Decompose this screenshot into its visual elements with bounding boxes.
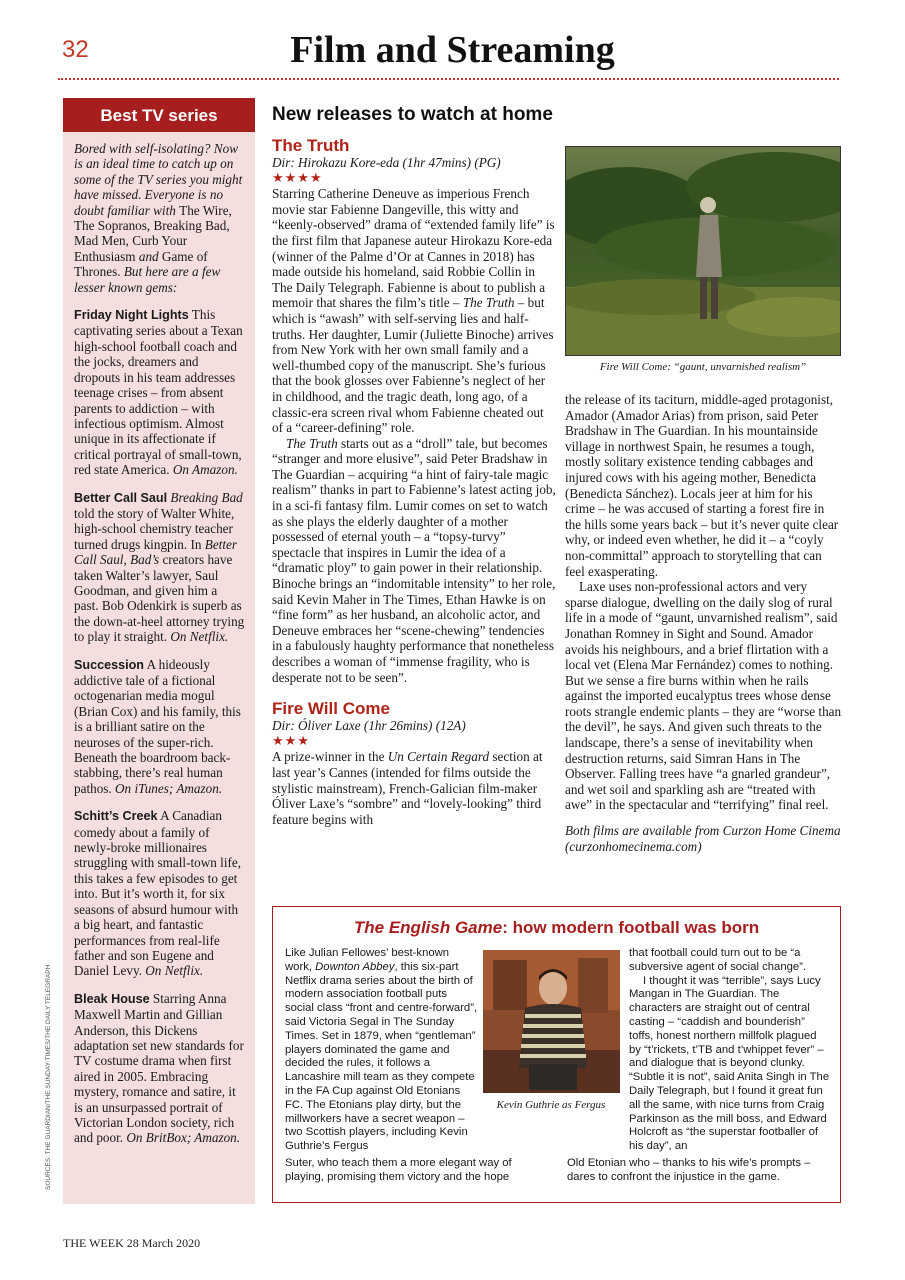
box-bottom-right: Old Etonian who – thanks to his wife’s prompts – dares to confront the injustice in the game. (567, 1157, 811, 1183)
review-paragraph: A prize-winner in the Un Certain Regard section at last year’s Cannes (intended for films outside the stylistic mainstream), French-Galician film-maker Óliver Laxe’s “sombre” and “lovely-looking” third feature begins with (272, 749, 543, 827)
page-number: 32 (62, 36, 89, 63)
article-column-right (565, 392, 843, 854)
section-title: Film and Streaming (290, 29, 615, 71)
english-game-box (272, 906, 841, 1203)
rating-stars-the-truth: ★★★★ (272, 170, 323, 186)
best-tv-sidebar (63, 98, 255, 1204)
rating-stars-fire-will-come: ★★★ (272, 733, 310, 749)
review-paragraph: The Truth starts out as a “droll” tale, but becomes “stranger and more elusive”, said Peter Bradshaw in The Guardian – acquiring “a hint of fairy-tale magic realism” thanks in part to Fabienne’s latest acting job, in a sci-fi fantasy film. Lumir comes on set to watch as she plays the elderly daughter of a mother possessed of eternal youth – a “topsy-turvy” spectacle that inspires in Lumir the idea of a “dramatic ploy” to gain power in their relationship. Binoche brings an “indomitable intensity” to her role, said Kevin Maher in The Times, Ethan Hawke is on “fine form” as her husband, an alcoholic actor, and Deneuve embraces her “scene-chewing” tendencies in a fabulously haughty performance that nonetheless describes a woman of “immense fragility, who is desperate not to be seen”. (272, 435, 556, 685)
availability-note: Both films are available from Curzon Home Cinema (curzonhomecinema.com) (565, 823, 841, 854)
box-paragraph: I thought it was “terrible”, says Lucy Mangan in The Guardian. The characters are straight out of central casting – “caddish and bounderish” toffs, honest northern millfolk plagued by “t’rickets, t’TB and t’whippet fever” – and dialogue that is beyond clunky. “Subtle it is not”, said Anita Singh in The Daily Telegraph, but I found it great fun all the same, with nice turns from Craig Parkinson as the mill boss, and Edward Holcroft as “the superstar footballer of his day”, an (629, 974, 830, 1153)
sidebar-intro: Bored with self-isolating? Now is an ideal time to catch up on some of the TV series you might have missed. Everyone is no doubt familiar with The Wire, The Sopranos, Breaking Bad, Mad Men, Curb Your Enthusiasm and Game of Thrones. But here are a few lesser known gems: (74, 141, 243, 295)
tv-item-friday-night-lights: Friday Night Lights This captivating series about a Texan high-school football coach and the jocks, dreamers and dropouts in his team addresses teenage crises – from absent parents to addiction – with infectious optimism. Almost unique in its affectionate if critical portrayal of small-town, red state America. On Amazon. (74, 307, 243, 478)
sources-credit: SOURCES: THE GUARDIAN/THE SUNDAY TIMES/THE DAILY TELEGRAPH (45, 964, 52, 1190)
film-title-fire-will-come: Fire Will Come (272, 699, 390, 719)
sidebar-title: Best TV series (63, 98, 255, 132)
review-paragraph: the release of its taciturn, middle-aged protagonist, Amador (Amador Arias) from prison, said Peter Bradshaw in The Guardian. In his mountainside village in northwest Spain, he resumes a tough, mostly solitary existence tending cabbages and injured cows with his ageing mother, Benedicta (Benedicta Sánchez). Locals jeer at him for his crime – he was accused of starting a forest fire in the hills some years back – but it’s never quite clear why, or indeed even whether, he did it – a “coyly non-committal” approach to storytelling that can feel exasperating. (565, 392, 839, 579)
tv-item-succession: Succession A hideously addictive tale of a fictional octogenarian media mogul (Brian Cox) and his family, this is a brilliant satire on the neuroses of the super-rich. Beneath the boardroom back-stabbing, there’s real human pathos. On iTunes; Amazon. (74, 656, 241, 796)
photo-caption: Fire Will Come: “gaunt, unvarnished realism” (599, 361, 807, 373)
sidebar-body (63, 132, 255, 1146)
film-title-the-truth: The Truth (272, 136, 350, 155)
tv-item-schitts-creek: Schitt’s Creek A Canadian comedy about a family of newly-broke millionaires struggling with small-town life, this takes a few episodes to get into. But it’s worth it, for six seasons of absurd humour with a big heart, and fantastic performances from real-life father and son Eugene and Daniel Levy. On Netflix. (74, 808, 242, 979)
main-heading: New releases to watch at home (272, 104, 553, 125)
box-text-bottom (285, 1157, 833, 1185)
title-rule (58, 78, 839, 80)
article-column-left (272, 138, 557, 827)
box-paragraph: that football could turn out to be “a subversive agent of social change”. (629, 947, 807, 973)
page-footer: THE WEEK 28 March 2020 (63, 1236, 201, 1250)
portrait-illustration (483, 950, 620, 1093)
kevin-guthrie-photo (483, 950, 620, 1093)
box-photo-caption: Kevin Guthrie as Fergus (496, 1099, 606, 1111)
box-text-left: Like Julian Fellowes’ best-known work, Downton Abbey, this six-part Netflix drama series about the birth of modern association football puts social class “front and centre-forward”, said Victoria Segal in The Sunday Times. Set in 1879, when “gentleman” players dominated the game and decided the rules, it follows a Lancashire mill team as they compete in the FA Cup against Old Etonians FC. The Etonians play dirty, but the millworkers have a secret weapon – two Scottish players, including Kevin Guthrie’s Fergus (285, 947, 478, 1153)
tv-item-bleak-house: Bleak House Starring Anna Maxwell Martin and Gillian Anderson, this Dickens adaptation set new standards for TV costume drama when first aired in 2005. Embracing mystery, romance and satire, it is an unsurpassed portrait of Victorian London society, rich and poor. On BritBox; Amazon. (74, 990, 244, 1146)
landscape-illustration (566, 147, 841, 356)
fire-will-come-photo (565, 146, 841, 356)
box-text-right (629, 947, 831, 1154)
film-director-fire-will-come: Dir: Óliver Laxe (1hr 26mins) (12A) (272, 717, 466, 733)
review-paragraph: Laxe uses non-professional actors and very sparse dialogue, dwelling on the daily slog of rural life in a mode of “gaunt, unvarnished realism”, said Jonathan Romney in Sight and Sound. Amador avoids his neighbours, and a brief flirtation with a local vet (Elena Mar Fernández) comes to nothing. But we sense a fire burns within when he rails against the imported eucalyptus trees whose dense roots strangle endemic plants – they are “worse than the devil”, he says. And given such threats to the landscape, there’s a sense of inevitability when destruction returns, said Simran Hans in The Observer. Falling trees have “a gnarled grandeur”, and wet soil and sparkling ash are “treated with awe” in the spectacular and “terrifying” final reel. (565, 579, 842, 813)
review-paragraph: Starring Catherine Deneuve as imperious French movie star Fabienne Dangeville, this witty and “keenly-observed” drama of “extended family life” is the first film that Japanese auteur Hirokazu Kore-eda (winner of the Palme d’Or at Cannes in 2018) has made outside his homeland, said Robbie Collin in The Daily Telegraph. Fabienne is about to publish a memoir that shares the film’s title – The Truth – but which is “awash” with self-serving lies and half-truths. Her daughter, Lumir (Juliette Binoche) arrives from New York with her own small family and a well-thumbed copy of the manuscript. She’s furious that the book glosses over Fabienne’s neglect of her in childhood, and the tragic death, long ago, of a classic-era screen rival whom Fabienne cheated out of a “career-defining” role. (272, 186, 555, 436)
tv-item-better-call-saul: Better Call Saul Breaking Bad told the story of Walter White, high-school chemistry teacher turned drugs kingpin. In Better Call Saul, Bad’s creators have taken Walter’s lawyer, Saul Goodman, and given him a past. Bob Odenkirk is superb as the down-at-heel attorney trying to play it straight. On Netflix. (74, 489, 245, 645)
box-title: The English Game: how modern football was born (353, 918, 760, 937)
film-director-the-truth: Dir: Hirokazu Kore-eda (1hr 47mins) (PG) (272, 154, 501, 170)
box-bottom-left: Suter, who teach them a more elegant way of playing, promising them victory and the hope (285, 1157, 512, 1183)
